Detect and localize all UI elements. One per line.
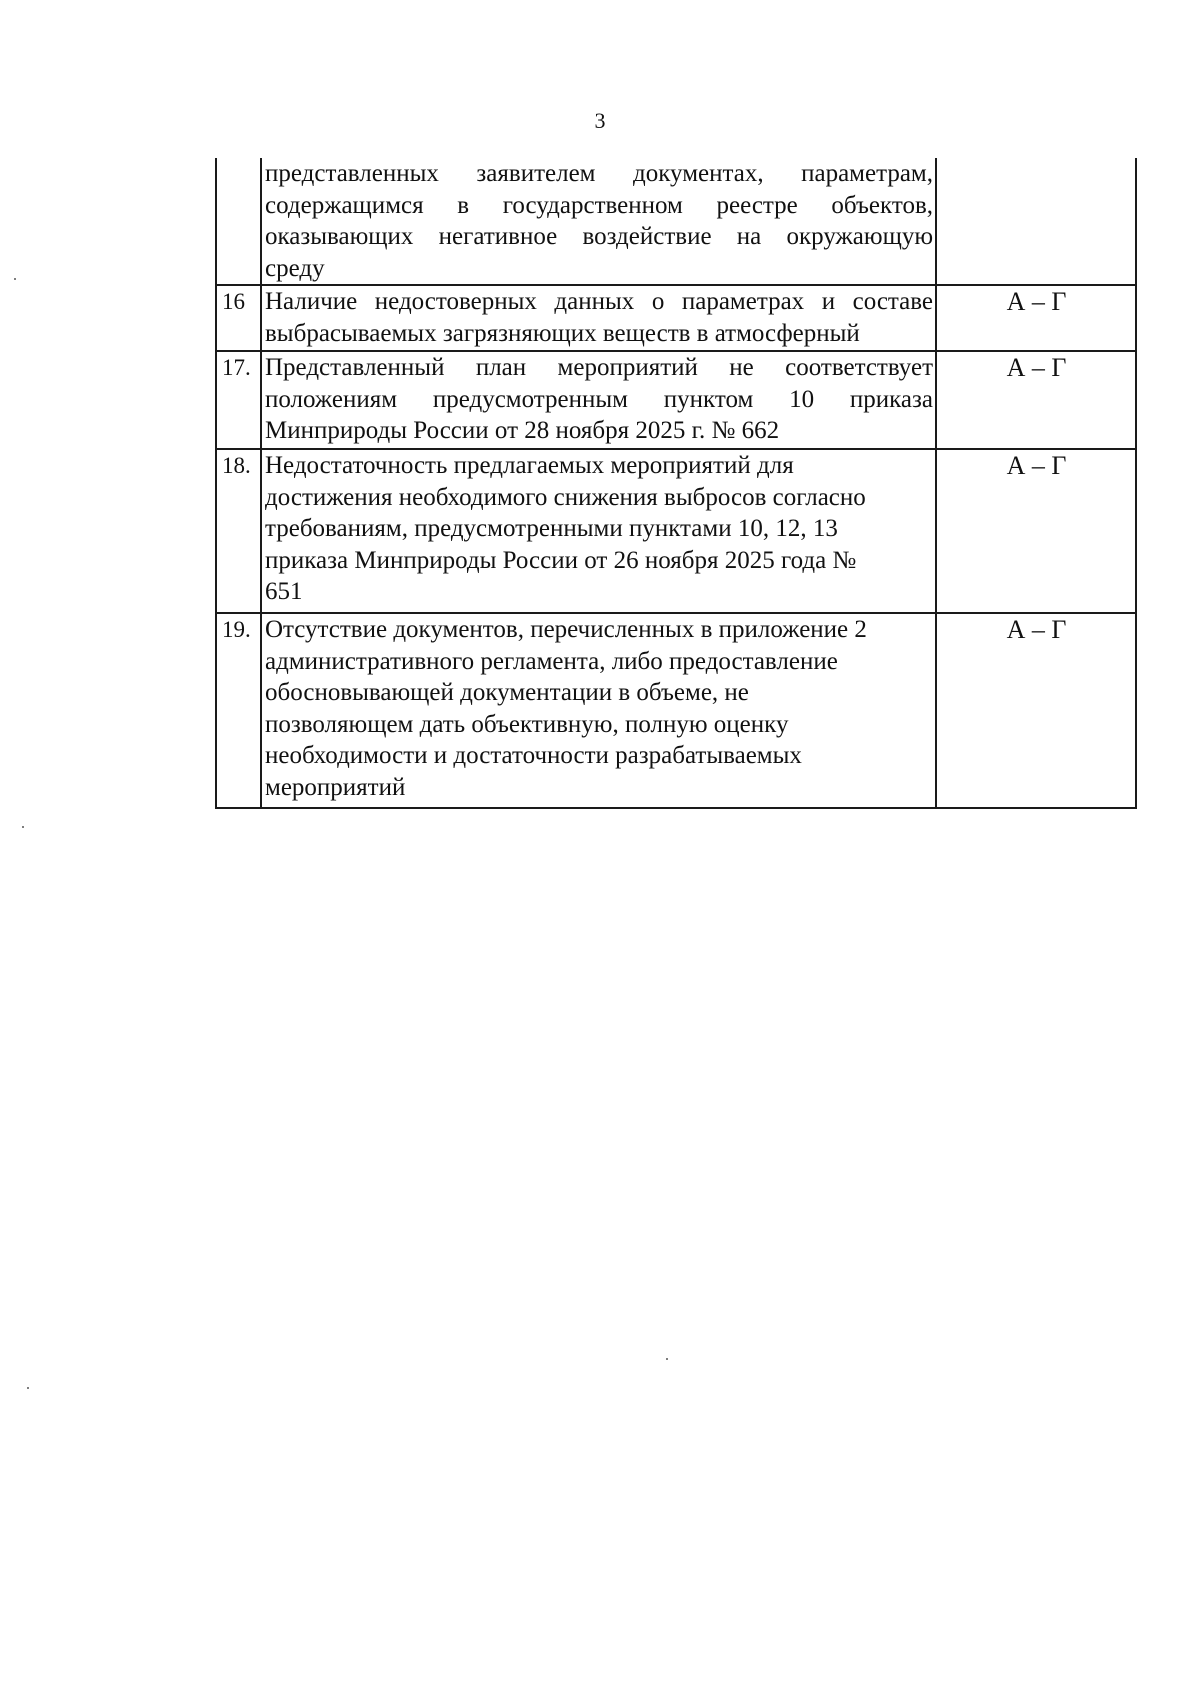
- description-line: позволяющем дать объективную, полную оценку: [265, 710, 789, 738]
- row-code: А – Г: [936, 613, 1136, 808]
- table-row: [216, 449, 1136, 613]
- description-line: обосновывающей документации в объеме, не: [265, 679, 749, 706]
- description-line: оказывающих негативное воздействие на окружающую: [265, 223, 933, 250]
- description-line: среду: [265, 254, 325, 282]
- description-line: мероприятий: [265, 773, 406, 801]
- row-description: [261, 613, 936, 808]
- description-line: требованиям, предусмотренными пунктами 10, 12, 13: [265, 515, 838, 542]
- row-code: А – Г: [936, 351, 1136, 449]
- scan-speck: [22, 826, 24, 828]
- row-description: [261, 449, 936, 613]
- row-description: [261, 285, 936, 351]
- row-code: А – Г: [936, 449, 1136, 613]
- description-line: Наличие недостоверных данных о параметрах и составе: [265, 288, 933, 315]
- row-number: [216, 158, 261, 285]
- table-row: [216, 613, 1136, 808]
- description-line: выбрасываемых загрязняющих веществ в атмосферный: [265, 319, 860, 347]
- description-line: административного регламента, либо предоставление: [265, 647, 838, 675]
- scan-speck: [27, 1387, 29, 1389]
- table-row: [216, 285, 1136, 351]
- criteria-table: [215, 158, 1137, 809]
- table-row: [216, 351, 1136, 449]
- page-number: 3: [594, 108, 606, 133]
- row-number: 16: [216, 285, 261, 351]
- description-line: представленных заявителем документах, параметрам,: [265, 160, 933, 187]
- row-number: 18.: [216, 449, 261, 613]
- description-line: Минприроды России от 28 ноября 2025 г. № 662: [265, 417, 780, 444]
- row-code: А – Г: [936, 285, 1136, 351]
- row-number: 17.: [216, 351, 261, 449]
- scan-speck: [666, 1358, 668, 1360]
- description-line: Недостаточность предлагаемых мероприятий для: [265, 452, 794, 479]
- description-line: содержащимся в государственном реестре объектов,: [265, 191, 933, 219]
- row-number: 19.: [216, 613, 261, 808]
- description-line: достижения необходимого снижения выбросов согласно: [265, 483, 866, 511]
- description-line: приказа Минприроды России от 26 ноября 2025 года №: [265, 546, 857, 574]
- description-line: Представленный план мероприятий не соответствует: [265, 354, 933, 381]
- description-line: положениям предусмотренным пунктом 10 приказа: [265, 385, 933, 413]
- row-code: [936, 158, 1136, 285]
- table-row: [216, 158, 1136, 285]
- description-line: Отсутствие документов, перечисленных в приложение 2: [265, 616, 867, 643]
- row-description: [261, 351, 936, 449]
- description-line: необходимости и достаточности разрабатываемых: [265, 742, 802, 769]
- scan-speck: [14, 278, 16, 280]
- row-description: [261, 158, 936, 285]
- description-line: 651: [265, 578, 303, 605]
